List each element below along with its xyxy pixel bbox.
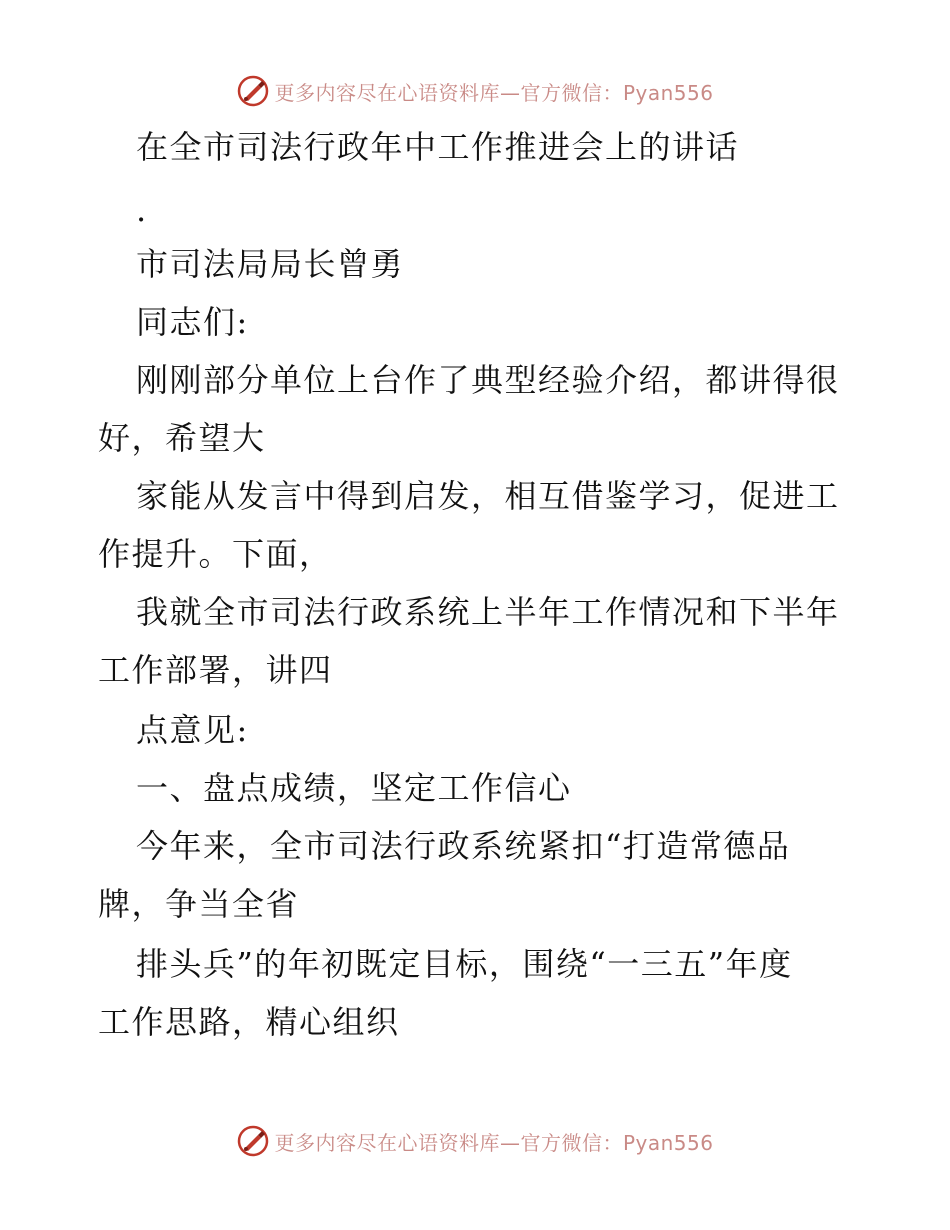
header-watermark [0, 71, 950, 111]
body-line: . [136, 191, 148, 229]
pen-logo-icon [236, 1124, 270, 1158]
footer-watermark [0, 1121, 950, 1161]
body-line: 今年来，全市司法行政系统紧扣“打造常德品 [136, 827, 791, 865]
body-line: 刚刚部分单位上台作了典型经验介绍，都讲得很 [136, 361, 840, 399]
pen-logo-icon [236, 74, 270, 108]
document-title: 在全市司法行政年中工作推进会上的讲话 [136, 128, 740, 166]
body-line: 排头兵”的年初既定目标，围绕“一三五”年度 [136, 945, 793, 983]
body-line: 工作思路，精心组织 [98, 1003, 400, 1041]
body-line: 牌，争当全省 [98, 885, 300, 923]
body-line: 工作部署，讲四 [98, 651, 333, 689]
body-line: 作提升。下面， [98, 535, 333, 573]
body-line: 我就全市司法行政系统上半年工作情况和下半年 [136, 593, 840, 631]
salutation: 同志们: [136, 303, 249, 341]
author-line: 市司法局局长曾勇 [136, 245, 405, 283]
body-line: 好，希望大 [98, 419, 266, 457]
watermark-text: 更多内容尽在心语资料库—官方微信：Pyan556 [274, 80, 714, 105]
body-line: 点意见: [136, 711, 249, 749]
watermark-text: 更多内容尽在心语资料库—官方微信：Pyan556 [274, 1130, 714, 1155]
body-line: 家能从发言中得到启发，相互借鉴学习，促进工 [136, 477, 840, 515]
section-heading: 一、盘点成绩，坚定工作信心 [136, 769, 572, 807]
